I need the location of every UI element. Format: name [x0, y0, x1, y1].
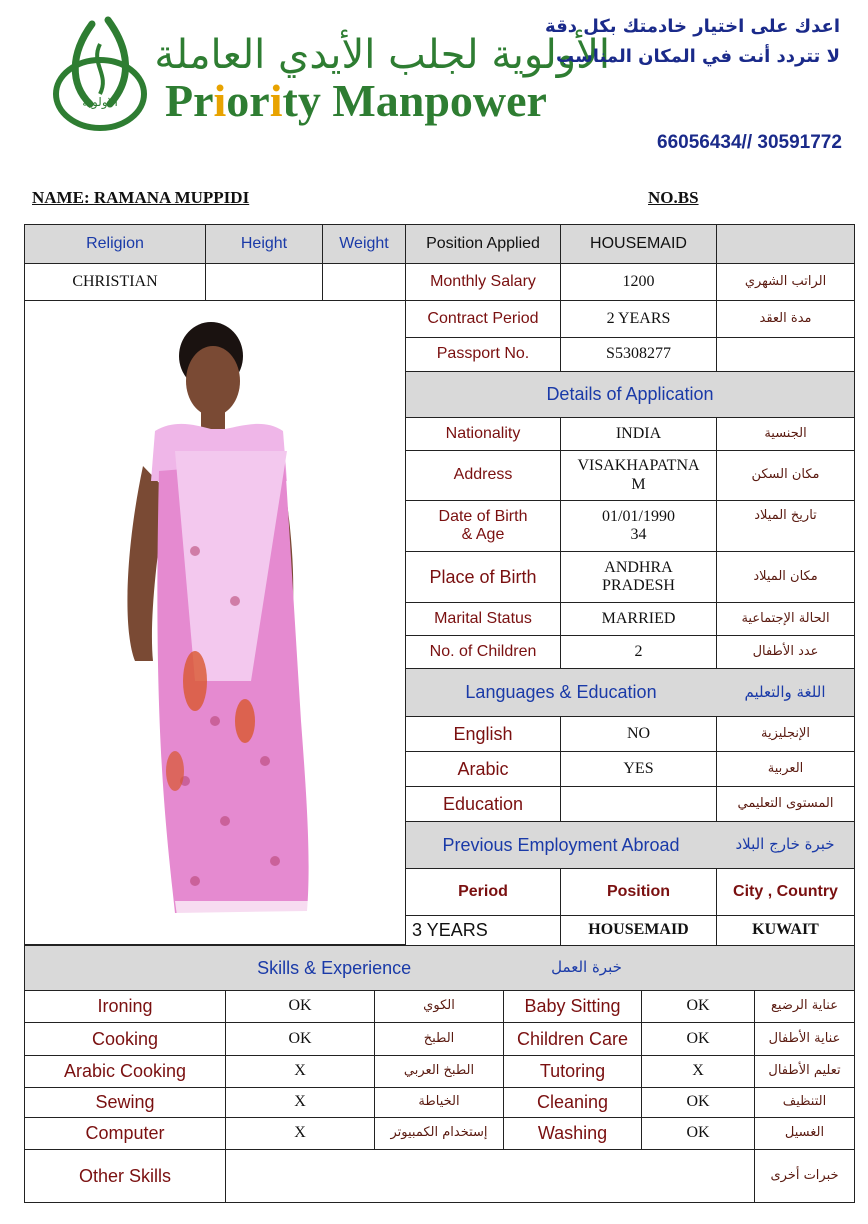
other-skills-value [225, 1149, 755, 1203]
religion-value: CHRISTIAN [24, 263, 206, 301]
skill-value: OK [225, 990, 375, 1023]
skill-label-ar: الطبخ العربي [374, 1055, 504, 1088]
children-label-ar: عدد الأطفال [716, 635, 855, 669]
previous-employment-title-ar: خبرة خارج البلاد [716, 821, 855, 869]
skill-value: OK [225, 1022, 375, 1056]
passport-label: Passport No. [405, 337, 561, 372]
skill-label-ar: الطبخ [374, 1022, 504, 1056]
height-header: Height [205, 224, 323, 264]
skill-label-right: Cleaning [503, 1087, 642, 1118]
position-applied-label: Position Applied [405, 224, 561, 264]
languages-section-title-ar: اللغة والتعليم [716, 668, 855, 717]
arabic-label: Arabic [405, 751, 561, 787]
english-value: NO [560, 716, 717, 752]
dob-label-ar: تاريخ الميلاد [716, 500, 855, 552]
skill-label-ar: الخياطة [374, 1087, 504, 1118]
prev-position-header: Position [560, 868, 717, 916]
skill-value-right: OK [641, 1117, 755, 1150]
skill-label: Sewing [24, 1087, 226, 1118]
brand-name-english: Priority Manpower [165, 75, 547, 126]
marital-label-ar: الحالة الإجتماعية [716, 602, 855, 636]
children-label: No. of Children [405, 635, 561, 669]
company-logo [50, 14, 150, 132]
contract-label: Contract Period [405, 300, 561, 338]
svg-text:الاولوية: الاولوية [82, 95, 118, 109]
skill-value: X [225, 1055, 375, 1088]
skill-label: Computer [24, 1117, 226, 1150]
contract-label-ar: مدة العقد [716, 300, 855, 338]
skill-value-right: OK [641, 1087, 755, 1118]
marital-value: MARRIED [560, 602, 717, 636]
nationality-value: INDIA [560, 417, 717, 451]
skill-value-right: X [641, 1055, 755, 1088]
reference-number: NO.BS [648, 188, 699, 207]
skill-value-right: OK [641, 1022, 755, 1056]
prev-period-header: Period [405, 868, 561, 916]
education-label: Education [405, 786, 561, 822]
skill-label-right: Children Care [503, 1022, 642, 1056]
weight-header: Weight [322, 224, 406, 264]
tagline-line-1: اعدك على اختيار خادمتك بكل دقة [545, 16, 840, 37]
skill-label-right-ar: تعليم الأطفال [754, 1055, 855, 1088]
height-value [205, 263, 323, 301]
dob-label: Date of Birth & Age [405, 500, 561, 552]
prev-period-value: 3 YEARS [405, 915, 561, 946]
education-value [560, 786, 717, 822]
position-applied-value: HOUSEMAID [560, 224, 717, 264]
arabic-label-ar: العربية [716, 751, 855, 787]
skill-value: X [225, 1117, 375, 1150]
skill-label-right-ar: عناية الرضيع [754, 990, 855, 1023]
skill-value-right: OK [641, 990, 755, 1023]
skill-label-right-ar: التنظيف [754, 1087, 855, 1118]
skill-label-right: Tutoring [503, 1055, 642, 1088]
address-label: Address [405, 450, 561, 501]
skill-label-right-ar: الغسيل [754, 1117, 855, 1150]
position-applied-label-ar [716, 224, 855, 264]
languages-section-title: Languages & Education [405, 668, 717, 717]
pob-label-ar: مكان الميلاد [716, 551, 855, 603]
arabic-value: YES [560, 751, 717, 787]
salary-label-ar: الراتب الشهري [716, 263, 855, 301]
address-value: VISAKHAPATNA M [560, 450, 717, 501]
children-value: 2 [560, 635, 717, 669]
pob-label: Place of Birth [405, 551, 561, 603]
skill-label: Cooking [24, 1022, 226, 1056]
nationality-label: Nationality [405, 417, 561, 451]
religion-header: Religion [24, 224, 206, 264]
phone-numbers: 66056434// 30591772 [657, 132, 842, 153]
english-label: English [405, 716, 561, 752]
skill-label-ar: إستخدام الكمبيوتر [374, 1117, 504, 1150]
english-label-ar: الإنجليزية [716, 716, 855, 752]
skills-section-title: Skills & Experience خبرة العمل [24, 945, 855, 991]
address-label-ar: مكان السكن [716, 450, 855, 501]
prev-city-header: City , Country [716, 868, 855, 916]
salary-value: 1200 [560, 263, 717, 301]
skill-label: Ironing [24, 990, 226, 1023]
prev-city-value: KUWAIT [716, 915, 855, 946]
candidate-name: NAME: RAMANA MUPPIDI [32, 188, 250, 207]
skill-label: Arabic Cooking [24, 1055, 226, 1088]
tagline-line-2: لا تتردد أنت في المكان المناسب [556, 46, 840, 67]
passport-value: S5308277 [560, 337, 717, 372]
pob-value: ANDHRA PRADESH [560, 551, 717, 603]
previous-employment-title: Previous Employment Abroad [405, 821, 717, 869]
skill-label-right-ar: عناية الأطفال [754, 1022, 855, 1056]
nationality-label-ar: الجنسية [716, 417, 855, 451]
skill-label-right: Washing [503, 1117, 642, 1150]
marital-label: Marital Status [405, 602, 561, 636]
weight-value [322, 263, 406, 301]
prev-position-value: HOUSEMAID [560, 915, 717, 946]
skill-value: X [225, 1087, 375, 1118]
salary-label: Monthly Salary [405, 263, 561, 301]
dob-value: 01/01/1990 34 [560, 500, 717, 552]
brand-name-arabic: الأولوية لجلب الأيدي العاملة [154, 32, 610, 78]
other-skills-label-ar: خبرات أخرى [754, 1149, 855, 1203]
details-section-title: Details of Application [405, 371, 855, 418]
skill-label-right: Baby Sitting [503, 990, 642, 1023]
passport-label-ar [716, 337, 855, 372]
contract-value: 2 YEARS [560, 300, 717, 338]
education-label-ar: المستوى التعليمي [716, 786, 855, 822]
skill-label-ar: الكوي [374, 990, 504, 1023]
other-skills-label: Other Skills [24, 1149, 226, 1203]
candidate-photo [24, 300, 406, 945]
